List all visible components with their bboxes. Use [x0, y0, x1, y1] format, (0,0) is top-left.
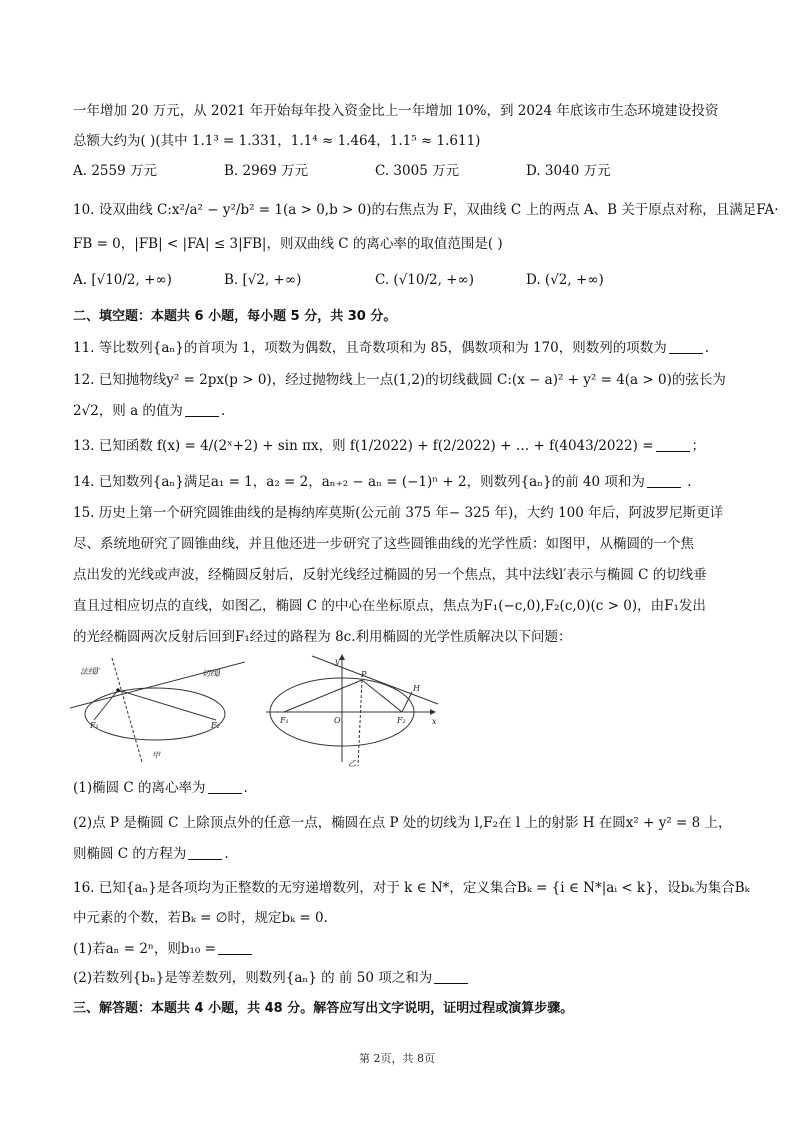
caption-jia: 甲 — [152, 751, 160, 760]
ray-f1-p — [284, 680, 362, 712]
q16-part1 — [73, 939, 734, 959]
q15-part1-label: (1)椭圆 C 的离心率为 — [73, 780, 206, 796]
figure-jia — [70, 652, 245, 764]
q15-part1-period: . — [243, 780, 248, 796]
q15-part1 — [73, 778, 734, 798]
q10-option-a[interactable]: A. [√10/2, +∞) — [73, 272, 172, 288]
q15-part1-answer-blank[interactable] — [208, 779, 242, 794]
x-label-yi: x — [432, 717, 437, 726]
page-footer: 第 2页，共 8页 — [359, 1052, 435, 1065]
q9-option-a[interactable]: A. 2559 万元 — [73, 163, 157, 179]
q11-answer-blank[interactable] — [669, 339, 703, 354]
figure-yi — [262, 650, 440, 768]
q10-option-b[interactable]: B. [√2, +∞) — [224, 272, 302, 288]
q14-text — [73, 472, 734, 492]
p-label-yi: P — [361, 670, 367, 679]
f1-label-jia: F₁ — [90, 721, 99, 730]
q13-label: 13. 已知函数 f(x) = 4/(2ˣ+2) + sin πx，则 f(1/2022) + f(2/2022) + … + f(4043/2022) = — [73, 438, 654, 454]
tangent-label-jia: 切线l — [202, 669, 221, 678]
y-label-yi: y — [335, 657, 340, 666]
q14-answer-blank[interactable] — [647, 473, 681, 488]
q15-part2-label: 则椭圆 C 的方程为 — [73, 846, 187, 862]
q15-text-line1: 15. 历史上第一个研究圆锥曲线的是梅纳库莫斯(公元前 375 年− 325 年)，大约 100 年后，阿波罗尼斯更详 — [73, 505, 724, 521]
q9-text-line2: 总额大约为( )(其中 1.1³ = 1.331，1.1⁴ ≈ 1.464，1.1⁵ ≈ 1.611) — [73, 133, 481, 149]
q16-part1-label: (1)若aₙ = 2ⁿ，则b₁₀ = — [73, 941, 216, 957]
q14-label: 14. 已知数列{aₙ}满足a₁ = 1，a₂ = 2，aₙ₊₂ − aₙ = (−1)ⁿ + 2，则数列{aₙ}的前 40 项和为 — [73, 474, 645, 490]
q11-text — [73, 338, 734, 358]
q16-text-line1: 16. 已知{aₙ}是各项均为正整数的无穷递增数列，对于 k ∈ N*，定义集合Bₖ = {i ∈ N*|aᵢ < k}，设bₖ为集合Bₖ — [73, 880, 750, 896]
q12-text-line2 — [73, 401, 734, 421]
q15-text-line3: 点出发的光线或声波，经椭圆反射后，反射光线经过椭圆的另一个焦点，其中法线l′表示与椭圆 C 的切线垂 — [73, 567, 707, 583]
ray-p-f2 — [362, 680, 402, 712]
q10-text-line1: 10. 设双曲线 C:x²/a² − y²/b² = 1(a > 0,b > 0)的右焦点为 F，双曲线 C 上的两点 A、B 关于原点对称，且满足FA· — [73, 202, 779, 218]
q15-text-line5: 的光经椭圆两次反射后回到F₁经过的路程为 8c.利用椭圆的光学性质解决以下问题： — [73, 629, 572, 645]
q10-option-c[interactable]: C. (√10/2, +∞) — [375, 272, 475, 288]
q15-part2-line2 — [73, 844, 734, 864]
y-axis-arrow — [339, 654, 345, 660]
q11-label: 11. 等比数列{aₙ}的首项为 1，项数为偶数，且奇数项和为 85，偶数项和为 170，则数列的项数为 — [73, 340, 667, 356]
q10-text-line2: FB = 0，|FB| < |FA| ≤ 3|FB|，则双曲线 C 的离心率的取值范围是( ) — [73, 236, 503, 252]
q16-part2-label: (2)若数列{bₙ}是等差数列，则数列{aₙ} 的 前 50 项之和为 — [73, 970, 433, 986]
q13-semicolon: ； — [691, 438, 705, 454]
q15-part2-answer-blank[interactable] — [188, 845, 222, 860]
q9-option-b[interactable]: B. 2969 万元 — [224, 163, 309, 179]
section-3-heading: 三、解答题：本题共 4 小题，共 48 分。解答应写出文字说明，证明过程或演算步骤。 — [73, 1001, 574, 1016]
q9-option-d[interactable]: D. 3040 万元 — [526, 163, 611, 179]
normal-line-jia — [112, 658, 142, 762]
q9-option-c[interactable]: C. 3005 万元 — [375, 163, 460, 179]
q12-label: 2√2，则 a 的值为 — [73, 403, 183, 419]
x-axis-arrow — [430, 709, 436, 715]
q15-text-line4: 直且过相应切点的直线，如图乙，椭圆 C 的中心在坐标原点，焦点为F₁(−c,0),F₂(c,0)(c > 0)，由F₁发出 — [73, 598, 706, 614]
q15-part2-line1: (2)点 P 是椭圆 C 上除顶点外的任意一点，椭圆在点 P 处的切线为 l,F₂在 l 上的射影 H 在圆x² + y² = 8 上， — [73, 815, 732, 831]
origin-label-yi: O — [334, 716, 341, 725]
normal-label-jia: 法线l′ — [80, 667, 101, 676]
q13-answer-blank[interactable] — [656, 437, 690, 452]
q13-text — [73, 436, 734, 456]
q9-text-line1: 一年增加 20 万元，从 2021 年开始每年投入资金比上一年增加 10%，到 2024 年底该市生态环境建设投资 — [73, 103, 719, 119]
ray-f1-jia — [94, 690, 118, 720]
h-label-yi: H — [413, 684, 420, 693]
q12-period: . — [220, 403, 226, 419]
f1-label-yi: F₁ — [280, 716, 289, 725]
q16-part2 — [73, 968, 734, 988]
section-2-heading: 二、填空题：本题共 6 小题，每小题 5 分，共 30 分。 — [73, 309, 397, 324]
caption-yi: 乙 — [348, 759, 356, 768]
q16-part1-answer-blank[interactable] — [218, 940, 252, 955]
q15-text-line2: 尽、系统地研究了圆锥曲线，并且他还进一步研究了这些圆锥曲线的光学性质：如图甲，从椭圆的一个焦 — [73, 536, 694, 552]
q10-option-d[interactable]: D. (√2, +∞) — [526, 272, 604, 288]
f2-label-jia: F₂ — [211, 721, 220, 730]
q11-period: . — [704, 340, 710, 356]
point-jia — [116, 688, 119, 691]
q15-part2-period: . — [224, 846, 229, 862]
q16-part2-answer-blank[interactable] — [434, 969, 468, 984]
q14-period: . — [682, 474, 692, 490]
tangent-line-yi — [312, 656, 438, 704]
q16-text-line2: 中元素的个数，若Bₖ = ∅时，规定bₖ = 0. — [73, 910, 328, 926]
ellipse-jia — [85, 688, 225, 740]
normal-line-yi — [358, 680, 362, 766]
f2-label-yi: F₂ — [397, 716, 406, 725]
q12-text-line1: 12. 已知抛物线y² = 2px(p > 0)，经过抛物线上一点(1,2)的切线截圆 C:(x − a)² + y² = 4(a > 0)的弦长为 — [73, 372, 726, 388]
q12-answer-blank[interactable] — [185, 402, 219, 417]
